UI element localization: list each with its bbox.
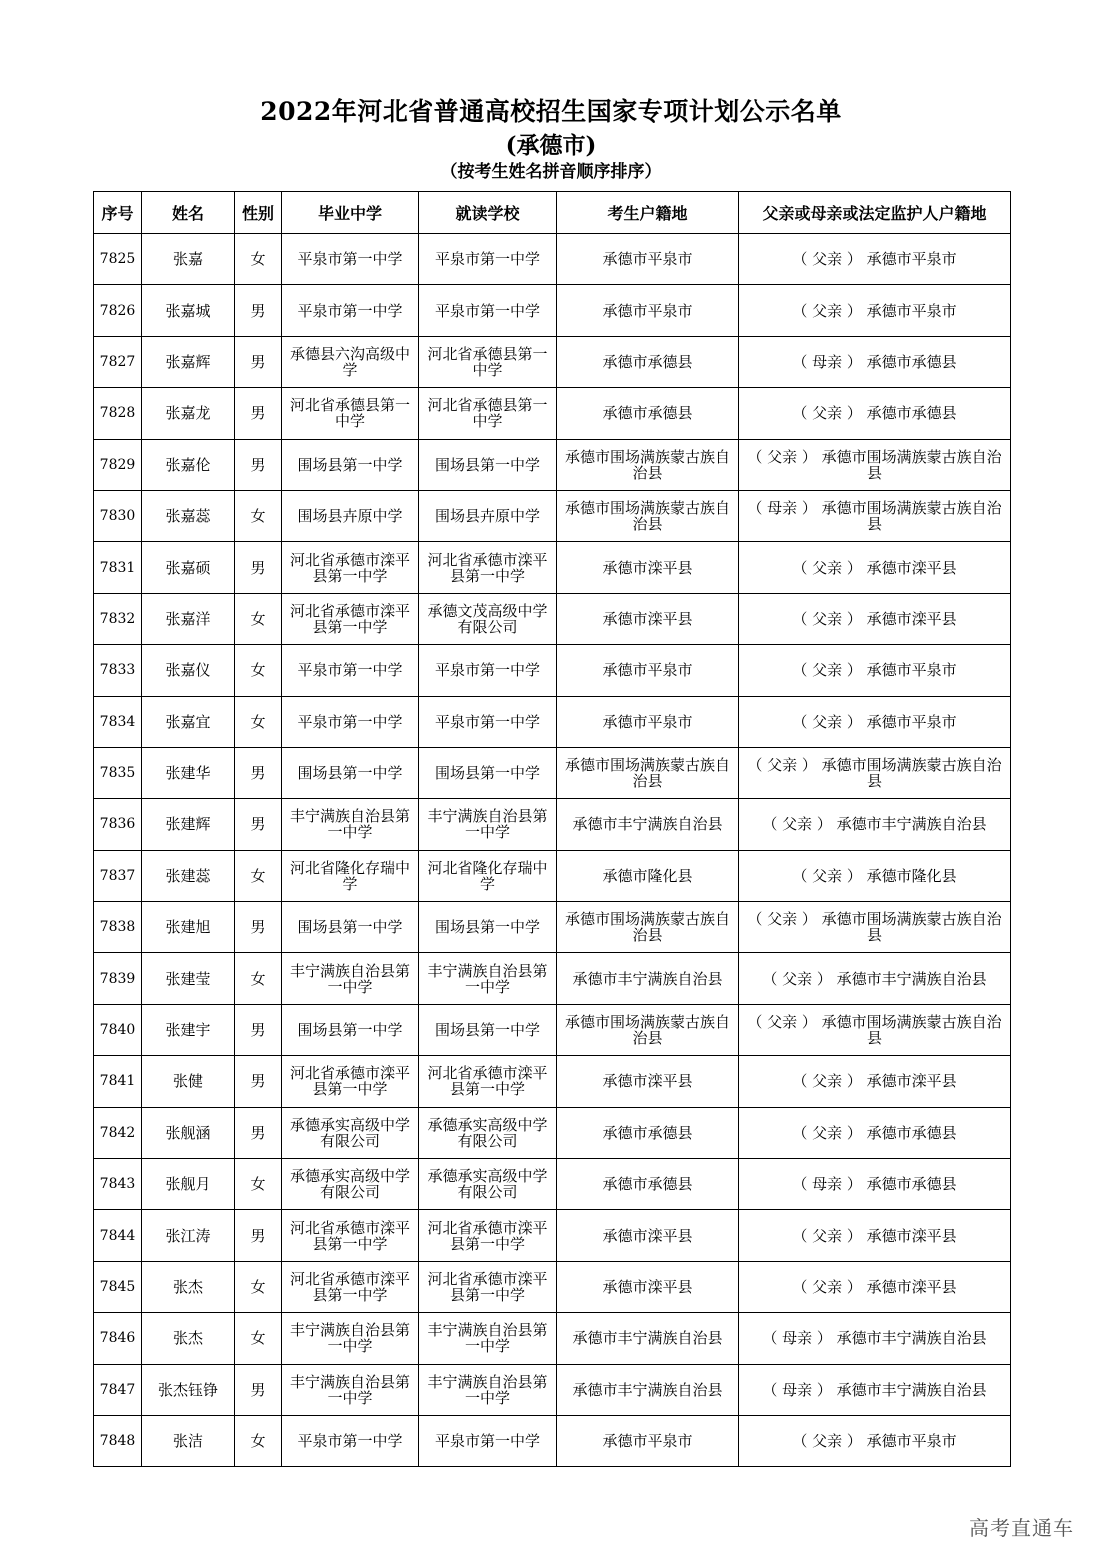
cell-index: 7844 — [94, 1210, 142, 1261]
cell-index: 7848 — [94, 1415, 142, 1466]
cell-gender: 男 — [235, 542, 282, 593]
cell-student-residence: 承德市围场满族蒙古族自治县 — [557, 747, 739, 798]
cell-current-school: 河北省承德县第一中学 — [419, 388, 557, 439]
table-row — [94, 902, 1011, 953]
table-row — [94, 1261, 1011, 1312]
sort-note: （按考生姓名拼音顺序排序） — [440, 162, 662, 182]
header-graduation-school: 毕业中学 — [282, 192, 419, 234]
cell-student-residence: 承德市承德县 — [557, 388, 739, 439]
cell-gender: 女 — [235, 1313, 282, 1364]
cell-graduation-school: 河北省承德市滦平县第一中学 — [282, 1056, 419, 1107]
cell-guardian-residence: （ 父亲 ） 承德市平泉市 — [739, 1415, 1011, 1466]
cell-index: 7837 — [94, 850, 142, 901]
cell-student-residence: 承德市平泉市 — [557, 696, 739, 747]
cell-index: 7840 — [94, 1004, 142, 1055]
cell-gender: 男 — [235, 1364, 282, 1415]
cell-name: 张建华 — [142, 747, 235, 798]
cell-graduation-school: 围场县卉原中学 — [282, 490, 419, 541]
cell-guardian-residence: （ 母亲 ） 承德市丰宁满族自治县 — [739, 1313, 1011, 1364]
cell-guardian-residence: （ 父亲 ） 承德市平泉市 — [739, 234, 1011, 285]
cell-current-school: 承德文茂高级中学有限公司 — [419, 593, 557, 644]
cell-name: 张江涛 — [142, 1210, 235, 1261]
cell-current-school: 平泉市第一中学 — [419, 234, 557, 285]
cell-gender: 男 — [235, 1107, 282, 1158]
watermark: 高考直通车 — [969, 1516, 1074, 1540]
table-row — [94, 1056, 1011, 1107]
cell-gender: 女 — [235, 490, 282, 541]
header-student-residence: 考生户籍地 — [557, 192, 739, 234]
cell-student-residence: 承德市丰宁满族自治县 — [557, 1313, 739, 1364]
cell-student-residence: 承德市隆化县 — [557, 850, 739, 901]
table-row — [94, 234, 1011, 285]
cell-name: 张嘉蕊 — [142, 490, 235, 541]
cell-guardian-residence: （ 父亲 ） 承德市丰宁满族自治县 — [739, 799, 1011, 850]
table-row — [94, 285, 1011, 336]
cell-student-residence: 承德市滦平县 — [557, 593, 739, 644]
cell-gender: 男 — [235, 388, 282, 439]
cell-current-school: 丰宁满族自治县第一中学 — [419, 799, 557, 850]
cell-name: 张嘉硕 — [142, 542, 235, 593]
cell-student-residence: 承德市丰宁满族自治县 — [557, 1364, 739, 1415]
cell-current-school: 平泉市第一中学 — [419, 1415, 557, 1466]
cell-guardian-residence: （ 父亲 ） 承德市滦平县 — [739, 542, 1011, 593]
cell-name: 张嘉伦 — [142, 439, 235, 490]
cell-current-school: 围场县第一中学 — [419, 902, 557, 953]
cell-graduation-school: 河北省隆化存瑞中学 — [282, 850, 419, 901]
cell-student-residence: 承德市平泉市 — [557, 1415, 739, 1466]
cell-current-school: 丰宁满族自治县第一中学 — [419, 953, 557, 1004]
cell-current-school: 围场县第一中学 — [419, 747, 557, 798]
cell-student-residence: 承德市承德县 — [557, 1159, 739, 1210]
cell-name: 张舰月 — [142, 1159, 235, 1210]
cell-graduation-school: 围场县第一中学 — [282, 439, 419, 490]
cell-gender: 男 — [235, 439, 282, 490]
cell-name: 张建蕊 — [142, 850, 235, 901]
cell-gender: 男 — [235, 747, 282, 798]
cell-name: 张嘉龙 — [142, 388, 235, 439]
roster-table — [93, 191, 1011, 1467]
cell-name: 张建旭 — [142, 902, 235, 953]
cell-name: 张嘉宜 — [142, 696, 235, 747]
cell-index: 7835 — [94, 747, 142, 798]
cell-index: 7831 — [94, 542, 142, 593]
header-current-school: 就读学校 — [419, 192, 557, 234]
table-row — [94, 439, 1011, 490]
cell-index: 7825 — [94, 234, 142, 285]
cell-index: 7828 — [94, 388, 142, 439]
cell-graduation-school: 河北省承德市滦平县第一中学 — [282, 593, 419, 644]
cell-guardian-residence: （ 母亲 ） 承德市承德县 — [739, 1159, 1011, 1210]
cell-graduation-school: 丰宁满族自治县第一中学 — [282, 953, 419, 1004]
cell-gender: 女 — [235, 1415, 282, 1466]
cell-student-residence: 承德市丰宁满族自治县 — [557, 953, 739, 1004]
cell-gender: 男 — [235, 1210, 282, 1261]
cell-name: 张嘉仪 — [142, 645, 235, 696]
cell-student-residence: 承德市承德县 — [557, 1107, 739, 1158]
cell-graduation-school: 河北省承德县第一中学 — [282, 388, 419, 439]
table-row — [94, 850, 1011, 901]
cell-graduation-school: 平泉市第一中学 — [282, 285, 419, 336]
cell-gender: 女 — [235, 696, 282, 747]
cell-graduation-school: 围场县第一中学 — [282, 747, 419, 798]
cell-guardian-residence: （ 父亲 ） 承德市平泉市 — [739, 645, 1011, 696]
cell-guardian-residence: （ 母亲 ） 承德市丰宁满族自治县 — [739, 1364, 1011, 1415]
cell-index: 7834 — [94, 696, 142, 747]
cell-current-school: 河北省隆化存瑞中学 — [419, 850, 557, 901]
cell-current-school: 围场县第一中学 — [419, 1004, 557, 1055]
cell-gender: 女 — [235, 953, 282, 1004]
table-row — [94, 1107, 1011, 1158]
table-row — [94, 645, 1011, 696]
cell-guardian-residence: （ 父亲 ） 承德市围场满族蒙古族自治县 — [739, 1004, 1011, 1055]
cell-index: 7827 — [94, 336, 142, 387]
cell-index: 7846 — [94, 1313, 142, 1364]
cell-gender: 男 — [235, 285, 282, 336]
cell-current-school: 丰宁满族自治县第一中学 — [419, 1364, 557, 1415]
cell-guardian-residence: （ 父亲 ） 承德市承德县 — [739, 1107, 1011, 1158]
table-row — [94, 1210, 1011, 1261]
table-row — [94, 799, 1011, 850]
cell-guardian-residence: （ 母亲 ） 承德市围场满族蒙古族自治县 — [739, 490, 1011, 541]
cell-graduation-school: 围场县第一中学 — [282, 902, 419, 953]
cell-graduation-school: 承德承实高级中学有限公司 — [282, 1107, 419, 1158]
cell-current-school: 河北省承德县第一中学 — [419, 336, 557, 387]
cell-index: 7826 — [94, 285, 142, 336]
cell-name: 张建辉 — [142, 799, 235, 850]
cell-index: 7830 — [94, 490, 142, 541]
cell-gender: 女 — [235, 1261, 282, 1312]
cell-student-residence: 承德市平泉市 — [557, 645, 739, 696]
cell-current-school: 围场县第一中学 — [419, 439, 557, 490]
cell-guardian-residence: （ 父亲 ） 承德市丰宁满族自治县 — [739, 953, 1011, 1004]
cell-index: 7841 — [94, 1056, 142, 1107]
cell-graduation-school: 承德承实高级中学有限公司 — [282, 1159, 419, 1210]
header-gender: 性别 — [235, 192, 282, 234]
cell-current-school: 平泉市第一中学 — [419, 285, 557, 336]
cell-guardian-residence: （ 父亲 ） 承德市隆化县 — [739, 850, 1011, 901]
header-index: 序号 — [94, 192, 142, 234]
cell-guardian-residence: （ 母亲 ） 承德市承德县 — [739, 336, 1011, 387]
cell-gender: 男 — [235, 902, 282, 953]
cell-index: 7845 — [94, 1261, 142, 1312]
cell-name: 张杰 — [142, 1313, 235, 1364]
cell-student-residence: 承德市滦平县 — [557, 1210, 739, 1261]
cell-guardian-residence: （ 父亲 ） 承德市平泉市 — [739, 696, 1011, 747]
cell-gender: 男 — [235, 336, 282, 387]
cell-current-school: 丰宁满族自治县第一中学 — [419, 1313, 557, 1364]
table-row — [94, 336, 1011, 387]
cell-name: 张建宇 — [142, 1004, 235, 1055]
cell-graduation-school: 丰宁满族自治县第一中学 — [282, 1364, 419, 1415]
cell-graduation-school: 平泉市第一中学 — [282, 234, 419, 285]
cell-guardian-residence: （ 父亲 ） 承德市滦平县 — [739, 1056, 1011, 1107]
cell-name: 张杰 — [142, 1261, 235, 1312]
cell-graduation-school: 承德县六沟高级中学 — [282, 336, 419, 387]
cell-name: 张洁 — [142, 1415, 235, 1466]
table-row — [94, 1004, 1011, 1055]
table-row — [94, 593, 1011, 644]
cell-gender: 男 — [235, 1056, 282, 1107]
table-row — [94, 490, 1011, 541]
cell-index: 7832 — [94, 593, 142, 644]
cell-gender: 女 — [235, 1159, 282, 1210]
cell-guardian-residence: （ 父亲 ） 承德市滦平县 — [739, 1261, 1011, 1312]
cell-name: 张建莹 — [142, 953, 235, 1004]
cell-index: 7843 — [94, 1159, 142, 1210]
document-subtitle: (承德市) — [505, 132, 597, 159]
header-guardian-residence: 父亲或母亲或法定监护人户籍地 — [739, 192, 1011, 234]
cell-index: 7833 — [94, 645, 142, 696]
cell-current-school: 平泉市第一中学 — [419, 696, 557, 747]
cell-graduation-school: 河北省承德市滦平县第一中学 — [282, 542, 419, 593]
cell-student-residence: 承德市平泉市 — [557, 234, 739, 285]
cell-current-school: 河北省承德市滦平县第一中学 — [419, 1261, 557, 1312]
cell-student-residence: 承德市围场满族蒙古族自治县 — [557, 439, 739, 490]
cell-student-residence: 承德市围场满族蒙古族自治县 — [557, 490, 739, 541]
cell-student-residence: 承德市围场满族蒙古族自治县 — [557, 1004, 739, 1055]
cell-gender: 女 — [235, 593, 282, 644]
table-row — [94, 1415, 1011, 1466]
cell-gender: 女 — [235, 850, 282, 901]
table-row — [94, 953, 1011, 1004]
cell-guardian-residence: （ 父亲 ） 承德市滦平县 — [739, 593, 1011, 644]
cell-current-school: 承德承实高级中学有限公司 — [419, 1107, 557, 1158]
cell-graduation-school: 河北省承德市滦平县第一中学 — [282, 1261, 419, 1312]
cell-current-school: 围场县卉原中学 — [419, 490, 557, 541]
cell-name: 张嘉城 — [142, 285, 235, 336]
cell-current-school: 河北省承德市滦平县第一中学 — [419, 1210, 557, 1261]
cell-name: 张健 — [142, 1056, 235, 1107]
table-row — [94, 1364, 1011, 1415]
cell-index: 7839 — [94, 953, 142, 1004]
cell-current-school: 平泉市第一中学 — [419, 645, 557, 696]
table-row — [94, 1313, 1011, 1364]
cell-name: 张嘉辉 — [142, 336, 235, 387]
cell-name: 张杰钰铮 — [142, 1364, 235, 1415]
cell-guardian-residence: （ 父亲 ） 承德市围场满族蒙古族自治县 — [739, 439, 1011, 490]
cell-index: 7842 — [94, 1107, 142, 1158]
cell-gender: 男 — [235, 799, 282, 850]
cell-gender: 女 — [235, 645, 282, 696]
table-row — [94, 747, 1011, 798]
header-name: 姓名 — [142, 192, 235, 234]
cell-guardian-residence: （ 父亲 ） 承德市承德县 — [739, 388, 1011, 439]
cell-graduation-school: 围场县第一中学 — [282, 1004, 419, 1055]
cell-student-residence: 承德市平泉市 — [557, 285, 739, 336]
cell-student-residence: 承德市丰宁满族自治县 — [557, 799, 739, 850]
cell-graduation-school: 平泉市第一中学 — [282, 696, 419, 747]
table-row — [94, 696, 1011, 747]
cell-current-school: 承德承实高级中学有限公司 — [419, 1159, 557, 1210]
cell-student-residence: 承德市承德县 — [557, 336, 739, 387]
cell-student-residence: 承德市滦平县 — [557, 1056, 739, 1107]
cell-name: 张嘉洋 — [142, 593, 235, 644]
cell-guardian-residence: （ 父亲 ） 承德市滦平县 — [739, 1210, 1011, 1261]
cell-graduation-school: 平泉市第一中学 — [282, 1415, 419, 1466]
cell-gender: 男 — [235, 1004, 282, 1055]
cell-index: 7838 — [94, 902, 142, 953]
cell-student-residence: 承德市滦平县 — [557, 1261, 739, 1312]
cell-guardian-residence: （ 父亲 ） 承德市平泉市 — [739, 285, 1011, 336]
cell-index: 7829 — [94, 439, 142, 490]
cell-gender: 女 — [235, 234, 282, 285]
cell-student-residence: 承德市围场满族蒙古族自治县 — [557, 902, 739, 953]
cell-current-school: 河北省承德市滦平县第一中学 — [419, 542, 557, 593]
table-row — [94, 1159, 1011, 1210]
cell-index: 7836 — [94, 799, 142, 850]
cell-graduation-school: 丰宁满族自治县第一中学 — [282, 1313, 419, 1364]
cell-graduation-school: 河北省承德市滦平县第一中学 — [282, 1210, 419, 1261]
cell-name: 张舰涵 — [142, 1107, 235, 1158]
cell-guardian-residence: （ 父亲 ） 承德市围场满族蒙古族自治县 — [739, 747, 1011, 798]
cell-index: 7847 — [94, 1364, 142, 1415]
document-title: 2022年河北省普通高校招生国家专项计划公示名单 — [260, 97, 842, 126]
cell-current-school: 河北省承德市滦平县第一中学 — [419, 1056, 557, 1107]
cell-name: 张嘉 — [142, 234, 235, 285]
cell-graduation-school: 平泉市第一中学 — [282, 645, 419, 696]
cell-guardian-residence: （ 父亲 ） 承德市围场满族蒙古族自治县 — [739, 902, 1011, 953]
cell-graduation-school: 丰宁满族自治县第一中学 — [282, 799, 419, 850]
table-row — [94, 388, 1011, 439]
table-header-row — [94, 192, 1011, 234]
cell-student-residence: 承德市滦平县 — [557, 542, 739, 593]
table-row — [94, 542, 1011, 593]
